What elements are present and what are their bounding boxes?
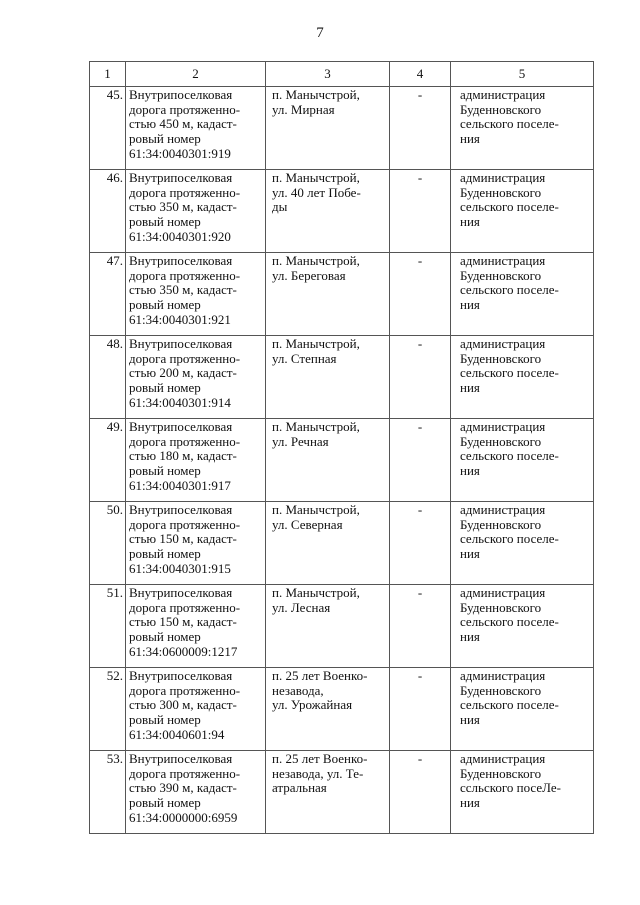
- page-number: 7: [316, 25, 324, 41]
- column-header: 1: [90, 62, 126, 87]
- property-registry-table: [89, 61, 594, 834]
- table-row: [90, 170, 594, 253]
- object-name-line: дорога протяженно-: [129, 516, 241, 532]
- object-address: [266, 751, 390, 834]
- object-owner-line: сельского поселе-: [460, 614, 559, 630]
- object-name-line: 61:34:0040301:914: [129, 394, 231, 410]
- object-address: [266, 336, 390, 419]
- object-address: [266, 419, 390, 502]
- row-number: 51.: [90, 585, 126, 668]
- object-name-line: дорога протяженно-: [129, 765, 241, 781]
- object-name-line: ровый номер: [129, 380, 201, 396]
- object-address-line: п. Манычстрой,: [272, 336, 360, 351]
- object-name-line: 61:34:0000000:6959: [129, 809, 238, 825]
- object-name-line: дорога протяженно-: [129, 682, 241, 698]
- object-name: [126, 585, 266, 668]
- object-owner-line: сельского поселе-: [460, 448, 559, 464]
- object-name-line: дорога протяженно-: [129, 101, 241, 117]
- object-name-line: ровый номер: [129, 297, 201, 313]
- object-name-line: стью 200 м, кадаст-: [129, 365, 237, 381]
- object-owner: [451, 751, 594, 834]
- object-owner-line: Буденновского: [460, 599, 542, 615]
- row-number: 53.: [90, 751, 126, 834]
- object-name-line: 61:34:0040301:921: [129, 311, 231, 327]
- object-name: [126, 751, 266, 834]
- object-owner-line: Буденновского: [460, 433, 542, 449]
- object-owner-line: администрация: [460, 668, 546, 683]
- object-address-line: незавода,: [272, 682, 324, 698]
- object-name-line: 61:34:0040301:917: [129, 477, 231, 493]
- object-address-line: п. 25 лет Военко-: [272, 668, 368, 683]
- object-name: [126, 336, 266, 419]
- object-name-line: ровый номер: [129, 712, 201, 728]
- object-name-line: ровый номер: [129, 629, 201, 645]
- column-header: 5: [451, 62, 594, 87]
- object-area: -: [390, 170, 451, 253]
- object-owner-line: администрация: [460, 170, 546, 185]
- object-address: [266, 585, 390, 668]
- object-name-line: Внутрипоселковая: [129, 336, 233, 351]
- object-name-line: стью 350 м, кадаст-: [129, 282, 237, 298]
- column-header: 3: [266, 62, 390, 87]
- object-area: -: [390, 502, 451, 585]
- object-owner: [451, 502, 594, 585]
- object-address-line: п. 25 лет Военко-: [272, 751, 368, 766]
- object-name-line: Внутрипоселковая: [129, 87, 233, 102]
- object-address-line: п. Манычстрой,: [272, 585, 360, 600]
- object-address-line: ул. Речная: [272, 433, 329, 449]
- object-name-line: стью 300 м, кадаст-: [129, 697, 237, 713]
- object-address-line: ул. Береговая: [272, 267, 346, 283]
- object-address-line: ул. Урожайная: [272, 697, 353, 713]
- object-name-line: стью 350 м, кадаст-: [129, 199, 237, 215]
- object-owner-line: Буденновского: [460, 765, 542, 781]
- object-address-line: п. Манычстрой,: [272, 253, 360, 268]
- object-name-line: дорога протяженно-: [129, 350, 241, 366]
- object-address-line: ды: [272, 199, 288, 215]
- object-area: -: [390, 668, 451, 751]
- object-owner-line: сельского поселе-: [460, 697, 559, 713]
- object-owner-line: ния: [460, 712, 480, 728]
- object-address-line: п. Манычстрой,: [272, 419, 360, 434]
- object-owner-line: ния: [460, 463, 480, 479]
- table-row: [90, 585, 594, 668]
- object-owner-line: Буденновского: [460, 516, 542, 532]
- object-name: [126, 87, 266, 170]
- object-owner-line: ния: [460, 214, 480, 230]
- object-owner: [451, 585, 594, 668]
- object-name-line: Внутрипоселковая: [129, 419, 233, 434]
- object-owner-line: Буденновского: [460, 184, 542, 200]
- table-row: [90, 336, 594, 419]
- object-address-line: ул. Лесная: [272, 599, 331, 615]
- object-owner-line: администрация: [460, 585, 546, 600]
- object-address-line: ул. Северная: [272, 516, 343, 532]
- object-name-line: ровый номер: [129, 131, 201, 147]
- object-owner-line: администрация: [460, 87, 546, 102]
- object-address: [266, 502, 390, 585]
- object-name-line: стью 450 м, кадаст-: [129, 116, 237, 132]
- row-number: 46.: [90, 170, 126, 253]
- column-header: 4: [390, 62, 451, 87]
- object-name-line: Внутрипоселковая: [129, 751, 233, 766]
- object-owner-line: Буденновского: [460, 101, 542, 117]
- table-row: [90, 668, 594, 751]
- object-name-line: стью 390 м, кадаст-: [129, 780, 237, 796]
- object-name-line: 61:34:0040301:920: [129, 228, 231, 244]
- object-name-line: стью 150 м, кадаст-: [129, 531, 237, 547]
- row-number: 47.: [90, 253, 126, 336]
- object-name-line: 61:34:0600009:1217: [129, 643, 238, 659]
- object-owner-line: администрация: [460, 253, 546, 268]
- object-owner-line: сельского поселе-: [460, 282, 559, 298]
- object-owner-line: Буденновского: [460, 350, 542, 366]
- object-address-line: п. Манычстрой,: [272, 502, 360, 517]
- object-name-line: 61:34:0040301:919: [129, 145, 231, 161]
- object-name-line: стью 180 м, кадаст-: [129, 448, 237, 464]
- table-row: [90, 419, 594, 502]
- object-address: [266, 253, 390, 336]
- table-row: [90, 253, 594, 336]
- object-name-line: Внутрипоселковая: [129, 502, 233, 517]
- object-owner: [451, 668, 594, 751]
- object-name-line: 61:34:0040601:94: [129, 726, 225, 742]
- object-name-line: ровый номер: [129, 795, 201, 811]
- object-owner-line: сельского поселе-: [460, 199, 559, 215]
- row-number: 52.: [90, 668, 126, 751]
- object-address-line: ул. Мирная: [272, 101, 335, 117]
- object-name-line: ровый номер: [129, 214, 201, 230]
- row-number: 48.: [90, 336, 126, 419]
- object-owner-line: Буденновского: [460, 682, 542, 698]
- object-name-line: ровый номер: [129, 463, 201, 479]
- object-owner: [451, 87, 594, 170]
- object-address-line: п. Манычстрой,: [272, 170, 360, 185]
- object-address: [266, 668, 390, 751]
- object-name-line: стью 150 м, кадаст-: [129, 614, 237, 630]
- object-owner: [451, 336, 594, 419]
- table-row: [90, 87, 594, 170]
- object-area: -: [390, 585, 451, 668]
- object-owner-line: администрация: [460, 751, 546, 766]
- object-name-line: дорога протяженно-: [129, 599, 241, 615]
- object-name: [126, 668, 266, 751]
- object-area: -: [390, 87, 451, 170]
- object-name-line: ровый номер: [129, 546, 201, 562]
- object-owner-line: Буденновского: [460, 267, 542, 283]
- object-name-line: Внутрипоселковая: [129, 668, 233, 683]
- object-name: [126, 419, 266, 502]
- table-row: [90, 502, 594, 585]
- object-name-line: Внутрипоселковая: [129, 253, 233, 268]
- object-owner-line: ния: [460, 546, 480, 562]
- row-number: 49.: [90, 419, 126, 502]
- object-name-line: дорога протяженно-: [129, 433, 241, 449]
- table-row: [90, 751, 594, 834]
- object-owner-line: администрация: [460, 336, 546, 351]
- object-area: -: [390, 751, 451, 834]
- object-owner-line: ния: [460, 795, 480, 811]
- object-owner-line: администрация: [460, 419, 546, 434]
- object-owner: [451, 419, 594, 502]
- object-owner: [451, 253, 594, 336]
- object-address-line: ул. Степная: [272, 350, 337, 366]
- object-area: -: [390, 419, 451, 502]
- object-owner-line: ния: [460, 380, 480, 396]
- object-name-line: 61:34:0040301:915: [129, 560, 231, 576]
- object-area: -: [390, 253, 451, 336]
- object-name-line: Внутрипоселковая: [129, 585, 233, 600]
- object-owner: [451, 170, 594, 253]
- object-address: [266, 87, 390, 170]
- table-body: [90, 62, 594, 834]
- object-address-line: ул. 40 лет Побе-: [272, 184, 361, 200]
- table-header-row: [90, 62, 594, 87]
- object-name: [126, 502, 266, 585]
- object-owner-line: ссльского посеЛе-: [460, 780, 561, 796]
- object-address: [266, 170, 390, 253]
- object-name: [126, 170, 266, 253]
- row-number: 50.: [90, 502, 126, 585]
- column-header: 2: [126, 62, 266, 87]
- object-owner-line: ния: [460, 629, 480, 645]
- object-area: -: [390, 336, 451, 419]
- object-owner-line: сельского поселе-: [460, 365, 559, 381]
- object-name: [126, 253, 266, 336]
- object-name-line: дорога протяженно-: [129, 267, 241, 283]
- object-address-line: п. Манычстрой,: [272, 87, 360, 102]
- object-name-line: дорога протяженно-: [129, 184, 241, 200]
- object-owner-line: ния: [460, 297, 480, 313]
- object-owner-line: сельского поселе-: [460, 531, 559, 547]
- row-number: 45.: [90, 87, 126, 170]
- object-owner-line: администрация: [460, 502, 546, 517]
- object-owner-line: сельского поселе-: [460, 116, 559, 132]
- object-address-line: незавода, ул. Те-: [272, 765, 364, 781]
- object-address-line: атральная: [272, 780, 327, 796]
- object-name-line: Внутрипоселковая: [129, 170, 233, 185]
- object-owner-line: ния: [460, 131, 480, 147]
